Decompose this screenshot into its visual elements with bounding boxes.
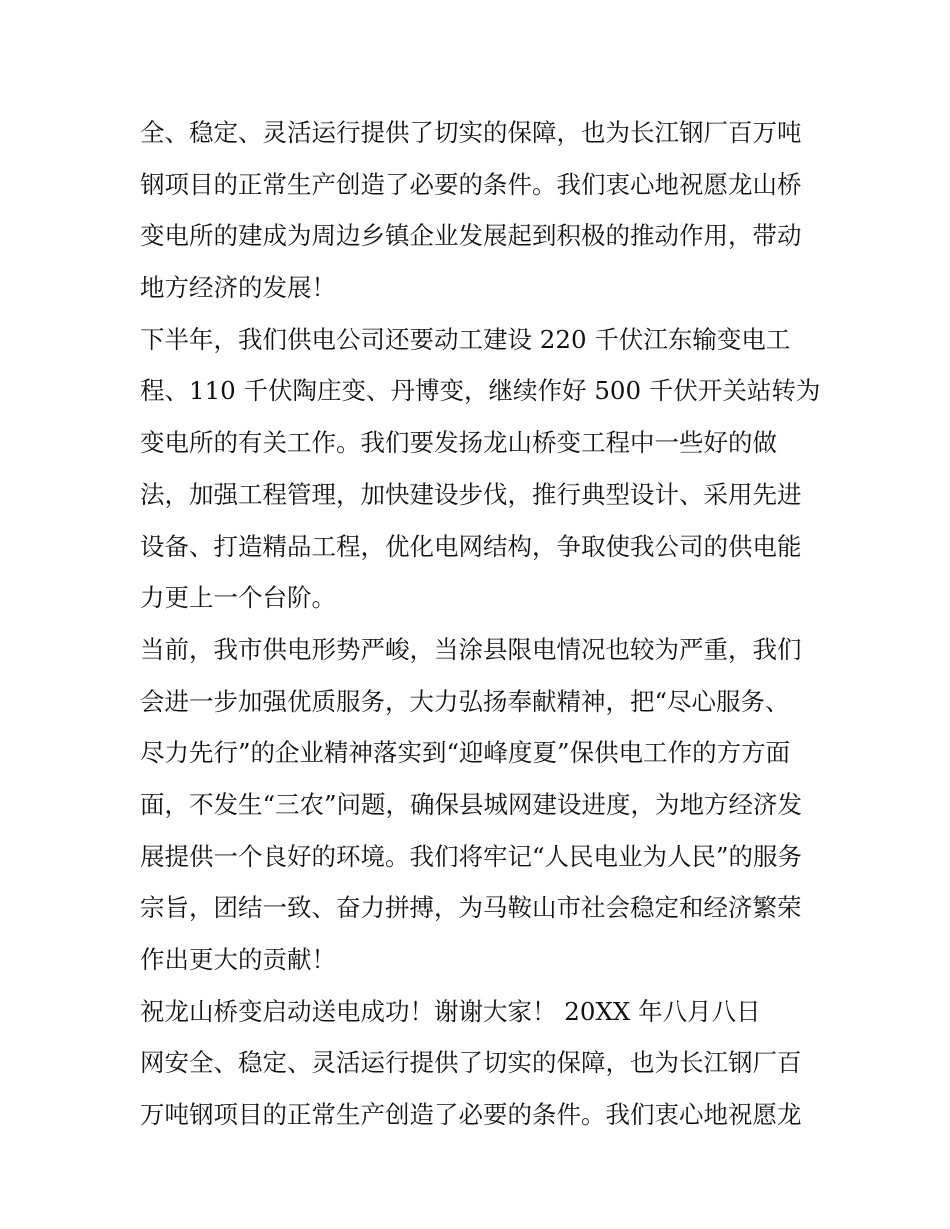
text-line: 力更上一个台阶。: [140, 583, 336, 613]
text-line: 程、110 千伏陶庄变、丹博变，继续作好 500 千伏开关站转为: [140, 376, 821, 406]
text-line: 设备、打造精品工程，优化电网结构，争取使我公司的供电能: [140, 531, 802, 561]
text-line: 变电所的有关工作。我们要发扬龙山桥变工程中一些好的做: [140, 428, 777, 458]
text-line: 尽力先行”的企业精神落实到“迎峰度夏”保供电工作的方方面: [140, 738, 791, 768]
text-line: 当前，我市供电形势严峻，当涂县限电情况也较为严重，我们: [140, 634, 802, 664]
text-line: 祝龙山桥变启动送电成功！谢谢大家！ 20XX 年八月八日: [140, 996, 761, 1026]
text-line: 面，不发生“三农”问题，确保县城网建设进度，为地方经济发: [140, 789, 803, 819]
text-line: 地方经济的发展！: [140, 273, 336, 303]
body-text: [140, 107, 820, 1141]
text-line: 法，加强工程管理，加快建设步伐，推行典型设计、采用先进: [140, 479, 802, 509]
text-line: 全、稳定、灵活运行提供了切实的保障，也为长江钢厂百万吨: [140, 118, 802, 147]
text-line: 宗旨，团结一致、奋力拼搏，为马鞍山市社会稳定和经济繁荣: [140, 893, 802, 923]
text-line: 下半年，我们供电公司还要动工建设 220 千伏江东输变电工: [140, 324, 791, 354]
text-line: 会进一步加强优质服务，大力弘扬奉献精神，把“尽心服务、: [140, 686, 790, 716]
text-line: 变电所的建成为周边乡镇企业发展起到积极的推动作用，带动: [140, 221, 802, 251]
text-line: 钢项目的正常生产创造了必要的条件。我们衷心地祝愿龙山桥: [140, 169, 802, 199]
text-line: 网安全、稳定、灵活运行提供了切实的保障，也为长江钢厂百: [140, 1048, 802, 1078]
text-line: 展提供一个良好的环境。我们将牢记“人民电业为人民”的服务: [140, 841, 803, 871]
text-line: 作出更大的贡献！: [140, 945, 336, 974]
text-line: 万吨钢项目的正常生产创造了必要的条件。我们衷心地祝愿龙: [140, 1100, 802, 1130]
